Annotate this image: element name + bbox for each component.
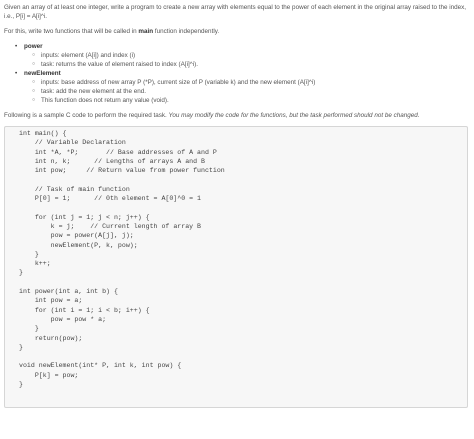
function-item-newelement — [24, 69, 470, 105]
code-listing: int main() { // Variable Declaration int *A, *P; // Base addresses of A and P int n, k; // Lengths of arrays A and B int pow; // Return value from power function // Task of main function P[0] = 1; // 0th element = A[0]^0 = 1 for (int j = 1; j < n; j++) { k = j; // Current length of array B pow = power(A[j], j); newElement(P, k, pow); } k++; } int power(int a, int b) { int pow = a; for (int i = 1; i < b; i++) { pow = pow * a; } return(pow); } void newElement(int* P, int k, int pow) { P[k] = pow; } — [19, 130, 225, 389]
instruction-paragraph — [4, 27, 470, 36]
function-name: newElement — [24, 70, 61, 77]
function-detail: ○ This function does not return any value (void). — [41, 96, 470, 105]
function-detail: ○ inputs: base address of new array P (*P), current size of P (variable k) and the new element (A[i]^i) — [41, 78, 470, 87]
instruction-keyword: main — [138, 28, 154, 35]
function-detail: ○ task: add the new element at the end. — [41, 87, 470, 96]
note-italic-text: You may modify the code for the functions, but the task performed should not be changed. — [168, 112, 420, 119]
function-detail: ○ task: returns the value of element raised to index (A[i]^i). — [41, 60, 470, 69]
function-detail: ○ inputs: element (A[i]) and index (i) — [41, 51, 470, 60]
note-text: Following is a sample C code to perform the required task. — [4, 112, 169, 119]
code-block — [4, 126, 468, 408]
intro-paragraph: Given an array of at least one integer, write a program to create a new array with elements equal to the power of each element in the original array raised to the index, i.e., P[i] = A[i]^i. — [4, 4, 467, 20]
function-details — [24, 51, 470, 69]
instruction-prefix: For this, write two functions that will be called in — [4, 28, 139, 35]
instruction-suffix: function independently. — [153, 28, 220, 35]
function-list — [4, 42, 470, 105]
function-item-power — [24, 42, 470, 69]
function-details — [24, 78, 470, 105]
sample-code-note — [4, 111, 470, 120]
function-name: power — [24, 43, 43, 50]
